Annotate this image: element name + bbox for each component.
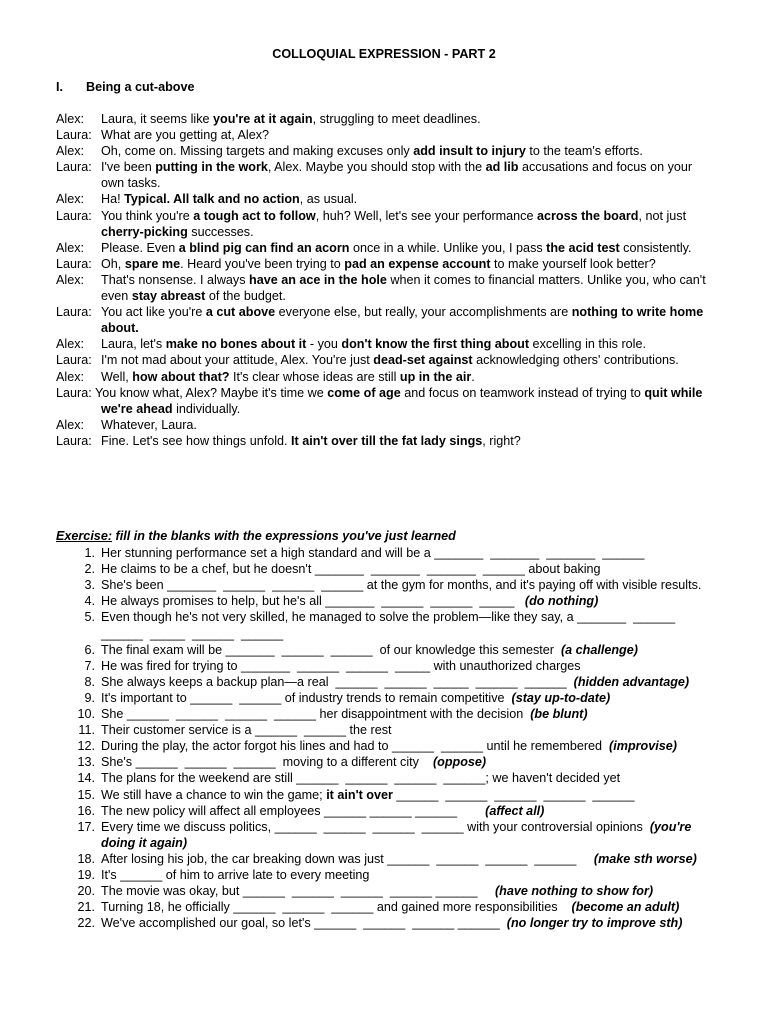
speech-fragment: accusations and focus on your own tasks. xyxy=(101,160,693,191)
speech-fragment: Oh, xyxy=(101,256,125,271)
speech-text xyxy=(101,336,716,352)
idiom-highlight: it ain't over xyxy=(326,787,393,802)
dialogue-line xyxy=(56,159,716,191)
item-number: 10. xyxy=(77,707,95,722)
item-number: 22. xyxy=(77,916,95,931)
item-number: 3. xyxy=(84,578,95,593)
item-hint: (become an adult) xyxy=(571,900,680,915)
exercise-item xyxy=(56,609,716,641)
idiom-highlight: across the board xyxy=(536,208,639,223)
exercise-item xyxy=(56,577,716,593)
exercise xyxy=(56,528,716,931)
item-text: He claims to be a chef, but he doesn't _______ _______ _______ ______ about baking xyxy=(101,562,601,577)
idiom-highlight: don't know the first thing about xyxy=(341,337,530,352)
item-number: 5. xyxy=(84,610,95,625)
item-text: She's ______ ______ ______ moving to a different city (oppose) xyxy=(101,755,487,770)
dialogue-line xyxy=(56,369,716,385)
speech-text xyxy=(101,208,716,240)
idiom-highlight: a tough act to follow xyxy=(193,208,316,223)
exercise-item xyxy=(56,658,716,674)
item-number: 15. xyxy=(77,787,95,802)
speech-fragment: - you xyxy=(306,337,342,352)
speech-text xyxy=(101,240,716,256)
item-text: After losing his job, the car breaking down was just ______ ______ ______ ______ (make sth worse) xyxy=(101,851,697,866)
exercise-item xyxy=(56,642,716,658)
item-text: We've accomplished our goal, so let's ______ ______ ______ ______ (no longer try to improve sth) xyxy=(101,916,683,931)
idiom-highlight: the acid test xyxy=(546,240,620,255)
dialogue-line xyxy=(56,111,716,127)
item-hint: (have nothing to show for) xyxy=(494,884,654,899)
speech-fragment: , not just xyxy=(638,208,687,223)
speech-text xyxy=(101,143,716,159)
speaker-name: Alex: xyxy=(56,240,84,255)
item-text: It's important to ______ ______ of industry trends to remain competitive (stay up-to-date) xyxy=(101,690,611,705)
item-text: The movie was okay, but ______ ______ ______ ______ ______ (have nothing to show for) xyxy=(101,884,654,899)
speech-fragment: I've been xyxy=(101,160,156,175)
idiom-highlight: how about that? xyxy=(132,369,230,384)
dialogue-line xyxy=(56,417,716,433)
item-number: 1. xyxy=(84,546,95,561)
speech-text xyxy=(101,159,716,191)
item-number: 2. xyxy=(84,562,95,577)
idiom-highlight: spare me xyxy=(124,256,181,271)
dialogue-line xyxy=(56,352,716,368)
speech-fragment: individually. xyxy=(172,401,241,416)
idiom-highlight: you're at it again xyxy=(213,112,313,126)
item-text: Her stunning performance set a high standard and will be a _______ _______ _______ ______ xyxy=(101,546,645,561)
speaker-name: Alex: xyxy=(56,112,84,126)
speech-text xyxy=(101,433,716,449)
dialogue-line xyxy=(56,127,716,143)
speech-fragment: acknowledging others' contributions. xyxy=(472,353,679,368)
section-number: I. xyxy=(56,80,63,94)
speech-fragment: You act like you're xyxy=(101,305,206,320)
speaker-name: Laura: xyxy=(56,353,92,368)
item-hint: (be blunt) xyxy=(530,707,588,722)
page-title: COLLOQUIAL EXPRESSION - PART 2 xyxy=(272,47,496,61)
item-hint: (no longer try to improve sth) xyxy=(506,916,683,931)
speech-fragment: . xyxy=(471,369,475,384)
idiom-highlight: It ain't over till the fat lady sings xyxy=(291,433,483,448)
speech-text xyxy=(101,352,716,368)
item-hint: (oppose) xyxy=(432,755,487,770)
idiom-highlight: dead-set against xyxy=(373,353,473,368)
speech-fragment: , huh? Well, let's see your performance xyxy=(315,208,537,223)
speaker-name: Alex: xyxy=(56,192,84,207)
exercise-item xyxy=(56,851,716,867)
exercise-instruction: fill in the blanks with the expressions you've just learned xyxy=(115,529,456,543)
item-text: She's been _______ ______ ______ ______ at the gym for months, and it's paying off with visible results. xyxy=(101,578,702,593)
dialogue-line xyxy=(56,240,716,256)
item-number: 19. xyxy=(77,867,95,882)
item-text: Even though he's not very skilled, he managed to solve the problem—like they say, a _______ ______ ______ _____ ______ ______ xyxy=(101,610,676,641)
speech-fragment: You think you're xyxy=(101,208,194,223)
speech-text xyxy=(101,272,716,304)
idiom-highlight: a cut above xyxy=(205,305,276,320)
item-hint: (improvise) xyxy=(609,739,677,754)
exercise-item xyxy=(56,819,716,851)
speech-text xyxy=(101,191,716,207)
item-text: It's ______ of him to arrive late to every meeting xyxy=(101,867,370,882)
dialogue-line xyxy=(56,433,716,449)
dialogue-line xyxy=(56,256,716,272)
speech-fragment: everyone else, but really, your accomplishments are xyxy=(275,305,572,320)
exercise-item xyxy=(56,738,716,754)
item-text: Their customer service is a ______ ______ the rest xyxy=(101,723,392,738)
item-number: 12. xyxy=(77,739,95,754)
speech-fragment: It's clear whose ideas are still xyxy=(229,369,400,384)
item-number: 21. xyxy=(77,900,95,915)
speech-fragment: Laura, let's xyxy=(101,337,166,352)
exercise-item xyxy=(56,867,716,883)
item-hint: (do nothing) xyxy=(524,594,599,609)
exercise-item xyxy=(56,899,716,915)
item-number: 8. xyxy=(84,674,95,689)
item-number: 14. xyxy=(77,771,95,786)
section-title: Being a cut-above xyxy=(86,80,195,94)
dialogue-line xyxy=(56,191,716,207)
exercise-item xyxy=(56,803,716,819)
speaker-name: Laura: xyxy=(56,160,92,175)
dialogue-line xyxy=(56,143,716,159)
speaker-name: Laura: xyxy=(56,433,92,448)
item-text: The plans for the weekend are still ______ ______ ______ ______; we haven't decided yet xyxy=(101,771,621,786)
item-text: She ______ ______ ______ ______ her disappointment with the decision (be blunt) xyxy=(101,707,588,722)
item-hint: (make sth worse) xyxy=(593,851,697,866)
speech-fragment: once in a while. Unlike you, I pass xyxy=(349,240,547,255)
speaker-name: Alex: xyxy=(56,144,84,159)
speaker-name: Laura: xyxy=(56,256,92,271)
exercise-item xyxy=(56,545,716,561)
speaker-name: Laura: xyxy=(56,208,92,223)
idiom-highlight: putting in the work xyxy=(155,160,268,175)
exercise-item xyxy=(56,706,716,722)
dialogue xyxy=(56,111,716,449)
speech-fragment: , Alex. Maybe you should stop with the xyxy=(267,160,486,175)
speech-text xyxy=(101,127,716,143)
speech-text xyxy=(101,304,716,336)
speech-fragment: I'm not mad about your attitude, Alex. You're just xyxy=(101,353,374,368)
speech-fragment: consistently. xyxy=(619,240,692,255)
exercise-item xyxy=(56,674,716,690)
speaker-name: Laura: xyxy=(56,385,95,400)
item-hint: (stay up-to-date) xyxy=(511,690,611,705)
speech-fragment: excelling in this role. xyxy=(529,337,646,352)
dialogue-line xyxy=(56,304,716,336)
idiom-highlight: quit while we're ahead xyxy=(101,385,703,416)
speech-fragment: of the budget. xyxy=(205,289,286,304)
idiom-highlight: add insult to injury xyxy=(413,144,526,159)
speaker-name: Alex: xyxy=(56,369,84,384)
exercise-list xyxy=(56,545,716,931)
exercise-label: Exercise: xyxy=(56,529,113,543)
exercise-item xyxy=(56,787,716,803)
speech-fragment: That's nonsense. I always xyxy=(101,272,250,287)
item-number: 11. xyxy=(78,723,95,738)
idiom-highlight: stay abreast xyxy=(131,289,206,304)
dialogue-line xyxy=(56,272,716,304)
item-number: 16. xyxy=(77,803,95,818)
item-number: 4. xyxy=(84,594,95,609)
speech-text xyxy=(95,386,702,416)
item-number: 6. xyxy=(84,642,95,657)
speech-fragment: You know what, Alex? Maybe it's time we xyxy=(94,385,328,400)
speech-text xyxy=(101,369,716,385)
item-text: During the play, the actor forgot his lines and had to ______ ______ until he remembered (improvise) xyxy=(101,739,677,754)
item-number: 7. xyxy=(84,658,95,673)
speech-text xyxy=(101,417,716,433)
exercise-item xyxy=(56,722,716,738)
item-text: The new policy will affect all employees ______ ______ ______ (affect all) xyxy=(101,803,545,818)
speech-fragment: and focus on teamwork instead of trying to xyxy=(400,385,645,400)
item-number: 17. xyxy=(77,819,95,834)
dialogue-line xyxy=(56,385,716,417)
exercise-heading xyxy=(56,528,716,544)
speech-fragment: , struggling to meet deadlines. xyxy=(312,112,481,126)
idiom-highlight: make no bones about it xyxy=(165,337,307,352)
speech-fragment: , as usual. xyxy=(299,192,358,207)
idiom-highlight: cherry-picking xyxy=(101,224,188,239)
speech-fragment: Well, xyxy=(101,369,133,384)
exercise-item xyxy=(56,561,716,577)
speech-text xyxy=(101,256,716,272)
speaker-name: Alex: xyxy=(56,417,84,432)
idiom-highlight: come of age xyxy=(327,385,401,400)
item-text: He always promises to help, but he's all _______ ______ ______ _____ (do nothing) xyxy=(101,594,599,609)
speaker-name: Alex: xyxy=(56,272,84,287)
speech-fragment: Laura, it seems like xyxy=(101,112,213,126)
dialogue-line xyxy=(56,336,716,352)
idiom-highlight: ad lib xyxy=(485,160,519,175)
speech-fragment: , right? xyxy=(482,433,521,448)
item-number: 13. xyxy=(77,755,95,770)
speaker-name: Laura: xyxy=(56,305,92,320)
speech-fragment: to the team's efforts. xyxy=(525,144,643,159)
item-number: 9. xyxy=(84,690,95,705)
speech-fragment: Oh, come on. Missing targets and making excuses only xyxy=(101,144,414,159)
speech-fragment: when it comes to financial matters. Unlike you, who can't even xyxy=(101,272,706,304)
exercise-item xyxy=(56,754,716,770)
item-text: We still have a chance to win the game; it ain't over ______ ______ ______ ______ ______ xyxy=(101,787,635,802)
idiom-highlight: have an ace in the hole xyxy=(249,272,387,287)
item-hint: (a challenge) xyxy=(560,642,638,657)
exercise-item xyxy=(56,593,716,609)
idiom-highlight: nothing to write home about. xyxy=(101,305,704,336)
section-heading xyxy=(56,79,194,95)
idiom-highlight: pad an expense account xyxy=(344,256,491,271)
item-number: 18. xyxy=(77,851,95,866)
item-hint: (you're doing it again) xyxy=(101,819,695,850)
exercise-item xyxy=(56,690,716,706)
idiom-highlight: Typical. All talk and no action xyxy=(124,192,300,207)
exercise-item xyxy=(56,770,716,786)
speech-fragment: Please. Even xyxy=(101,240,179,255)
speech-text xyxy=(101,111,716,127)
item-text: She always keeps a backup plan—a real ______ ______ _____ ______ ______ (hidden advantage) xyxy=(101,674,690,689)
speech-fragment: successes. xyxy=(187,224,254,239)
exercise-item xyxy=(56,915,716,931)
item-number: 20. xyxy=(77,884,95,899)
item-hint: (affect all) xyxy=(485,803,545,818)
item-text: He was fired for trying to _______ ______ ______ _____ with unauthorized charges xyxy=(101,658,581,673)
speech-fragment: Ha! xyxy=(101,192,125,207)
item-text: The final exam will be _______ ______ ______ of our knowledge this semester (a challenge) xyxy=(101,642,638,657)
item-hint: (hidden advantage) xyxy=(573,674,690,689)
exercise-item xyxy=(56,883,716,899)
speech-fragment: Whatever, Laura. xyxy=(101,417,197,432)
speech-fragment: to make yourself look better? xyxy=(490,256,656,271)
speaker-name: Alex: xyxy=(56,337,84,352)
idiom-highlight: up in the air xyxy=(399,369,472,384)
speaker-name: Laura: xyxy=(56,128,92,143)
speech-fragment: What are you getting at, Alex? xyxy=(101,128,270,143)
speech-fragment: . Heard you've been trying to xyxy=(180,256,345,271)
speech-fragment: Fine. Let's see how things unfold. xyxy=(101,433,292,448)
dialogue-line xyxy=(56,208,716,240)
item-text: Every time we discuss politics, ______ ______ ______ ______ with your controversial opinions (you're doing it again) xyxy=(101,819,695,850)
idiom-highlight: a blind pig can find an acorn xyxy=(178,240,350,255)
item-text: Turning 18, he officially ______ ______ ______ and gained more responsibilities (become an adult) xyxy=(101,900,680,915)
